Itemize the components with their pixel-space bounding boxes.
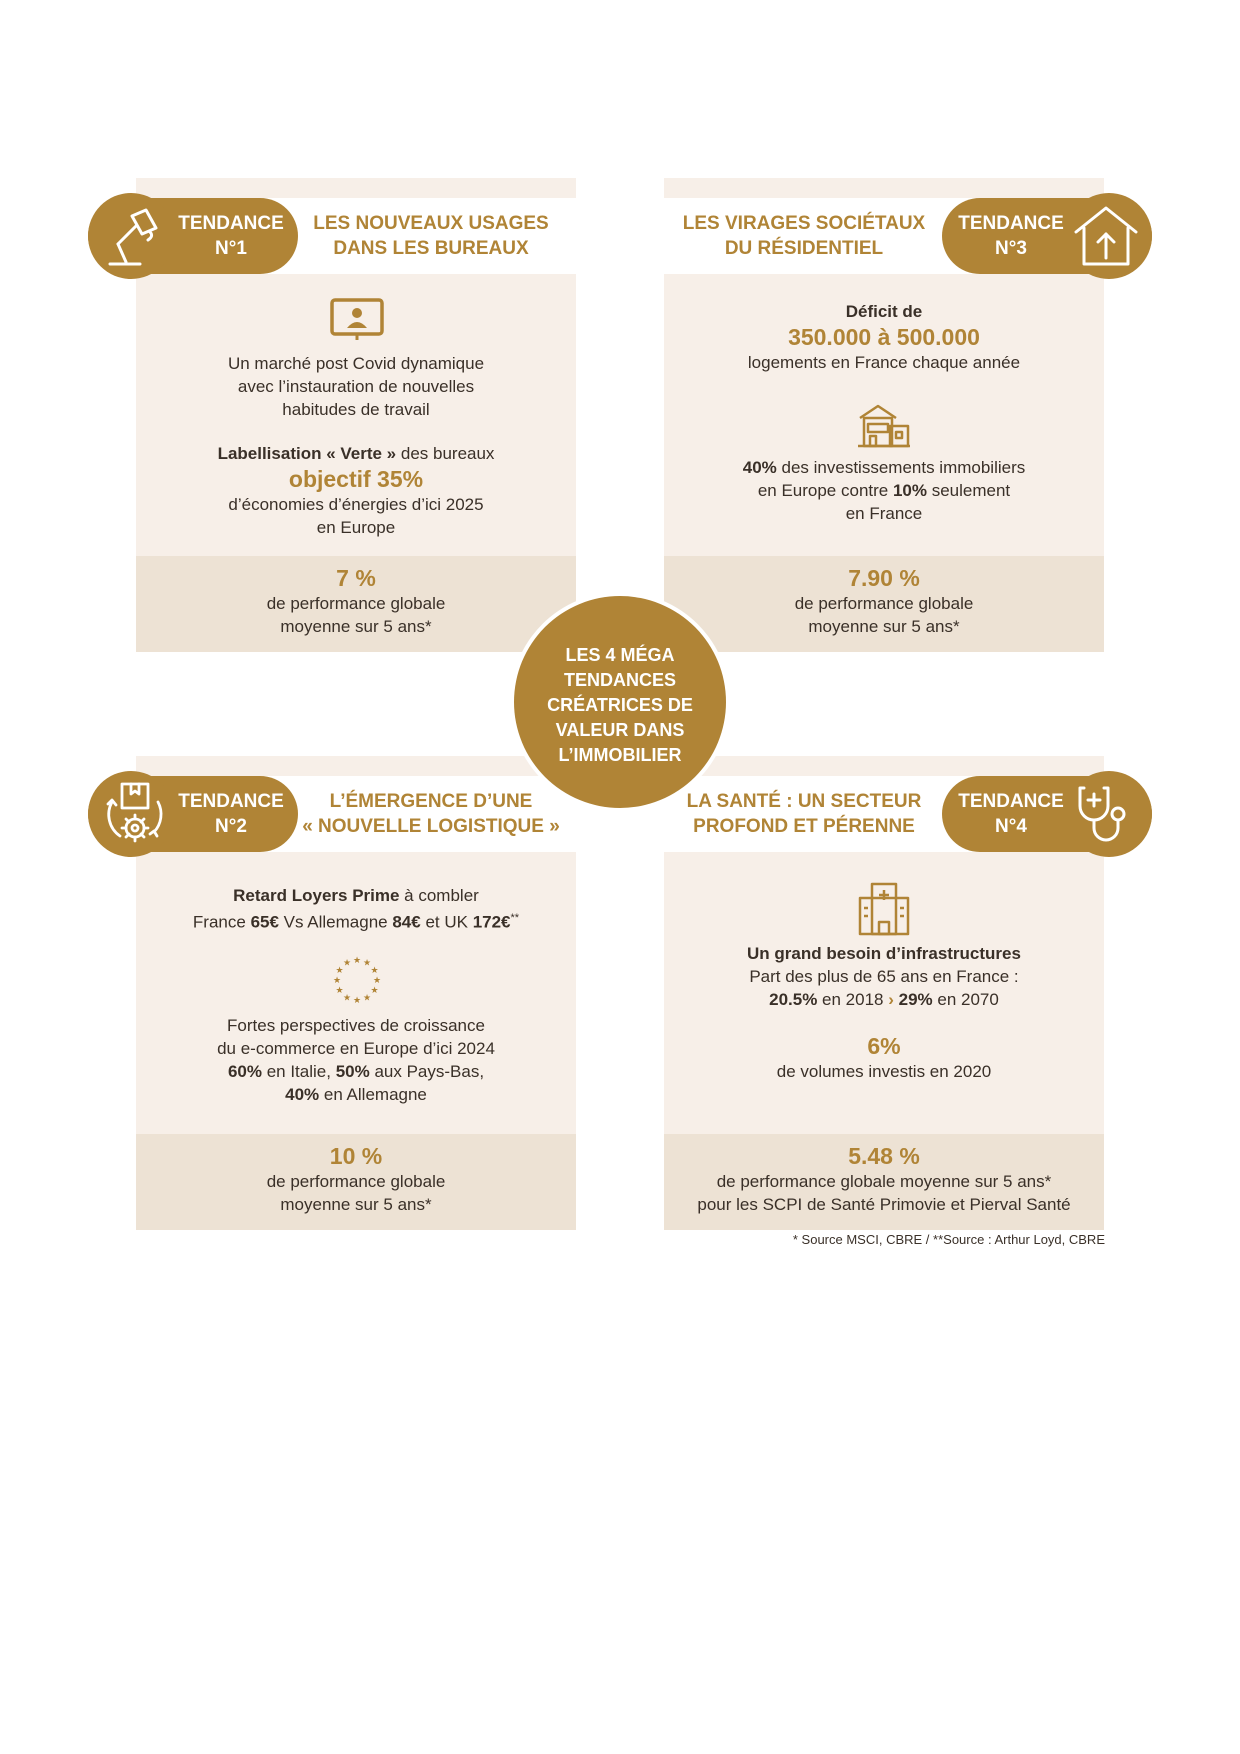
svg-text:★: ★	[352, 996, 362, 1004]
svg-text:★: ★	[370, 966, 379, 976]
trend-1-performance: 7 % de performance globale moyenne sur 5 ans*	[136, 564, 576, 638]
trend-4-top-band	[664, 756, 1104, 776]
svg-text:★: ★	[372, 976, 382, 986]
mega-trends-title: LES 4 MÉGA TENDANCES CRÉATRICES DE VALEUR DANS L’IMMOBILIER	[547, 645, 693, 765]
trend-3-performance-value: 7.90 %	[848, 565, 920, 591]
trend-2-text-2: Fortes perspectives de croissance du e-commerce en Europe d’ici 2024 60% en Italie, 50% aux Pays-Bas, 40% en Allemagne	[217, 1016, 495, 1104]
svg-text:★: ★	[335, 986, 344, 996]
trend-2-title: L’ÉMERGENCE D’UNE « NOUVELLE LOGISTIQUE »	[302, 791, 560, 837]
svg-text:★: ★	[362, 993, 372, 1004]
svg-text:★: ★	[342, 958, 352, 969]
trend-4-text-2: 6% de volumes investis en 2020	[664, 1032, 1104, 1083]
hospital-icon	[856, 882, 912, 936]
monitor-user-icon	[330, 298, 384, 342]
eu-stars-icon	[332, 954, 382, 1004]
trend-1-text-2: Labellisation « Verte » des bureaux objectif 35% d’économies d’énergies d’ici 2025 en Europe	[136, 442, 576, 539]
svg-text:★: ★	[332, 976, 342, 986]
trend-4-title: LA SANTÉ : UN SECTEUR PROFOND ET PÉRENNE	[686, 791, 922, 837]
trend-1-objective: objectif 35%	[288, 466, 424, 492]
trend-3-deficit-value: 350.000 à 500.000	[788, 324, 980, 350]
trend-4-performance-value: 5.48 %	[848, 1143, 920, 1169]
svg-text:★: ★	[370, 986, 379, 996]
logistics-gear-icon	[102, 780, 168, 848]
trend-4-badge-label: TENDANCE N°4	[958, 791, 1064, 837]
trend-3-performance: 7.90 % de performance globale moyenne sur 5 ans*	[664, 564, 1104, 638]
trend-1-performance-value: 7 %	[336, 565, 376, 591]
house-arrow-icon	[1072, 204, 1140, 268]
source-note: * Source MSCI, CBRE / **Source : Arthur Loyd, CBRE	[792, 1232, 1105, 1247]
trend-1-badge-label: TENDANCE N°1	[178, 213, 284, 259]
svg-text:★: ★	[342, 993, 352, 1004]
svg-text:★: ★	[352, 956, 362, 966]
trend-1-badge	[88, 198, 298, 274]
svg-text:★: ★	[335, 966, 344, 976]
trend-2-performance: 10 % de performance globale moyenne sur 5 ans*	[136, 1142, 576, 1216]
trend-4-badge	[942, 776, 1152, 852]
trend-2-text-1: Retard Loyers Prime à combler France 65€ Vs Allemagne 84€ et UK 172€**	[192, 886, 520, 932]
trend-1-text-1: Un marché post Covid dynamique avec l’instauration de nouvelles habitudes de travail	[227, 354, 485, 419]
trend-3-title: LES VIRAGES SOCIÉTAUX DU RÉSIDENTIEL	[682, 213, 926, 259]
trend-4-performance: 5.48 % de performance globale moyenne sur 5 ans* pour les SCPI de Santé Primovie et Pierval Santé	[664, 1142, 1104, 1216]
trend-4-volume-value: 6%	[867, 1033, 901, 1059]
trend-1-top-band	[136, 178, 576, 198]
mega-trends-center-circle	[510, 592, 730, 812]
arrow-right-icon: ›	[888, 990, 894, 1009]
stethoscope-icon	[1074, 782, 1138, 846]
trend-4-text-1: Un grand besoin d’infrastructures Part des plus de 65 ans en France : 20.5% en 2018 › 29% en 2070	[747, 944, 1021, 1009]
trend-3-badge	[942, 198, 1152, 274]
trend-1-title: LES NOUVEAUX USAGES DANS LES BUREAUX	[313, 213, 549, 259]
trend-2-performance-value: 10 %	[329, 1143, 383, 1169]
trend-2-badge-label: TENDANCE N°2	[178, 791, 284, 837]
trend-3-top-band	[664, 178, 1104, 198]
trend-3-text-1: Déficit de 350.000 à 500.000 logements en France chaque année	[664, 300, 1104, 374]
svg-text:★: ★	[362, 958, 372, 969]
trend-2-badge	[88, 776, 298, 852]
trend-3-text-2: 40% des investissements immobiliers en Europe contre 10% seulement en France	[742, 458, 1026, 523]
trend-3-badge-label: TENDANCE N°3	[958, 213, 1064, 259]
residential-buildings-icon	[856, 402, 912, 450]
desk-lamp-icon	[106, 206, 162, 268]
